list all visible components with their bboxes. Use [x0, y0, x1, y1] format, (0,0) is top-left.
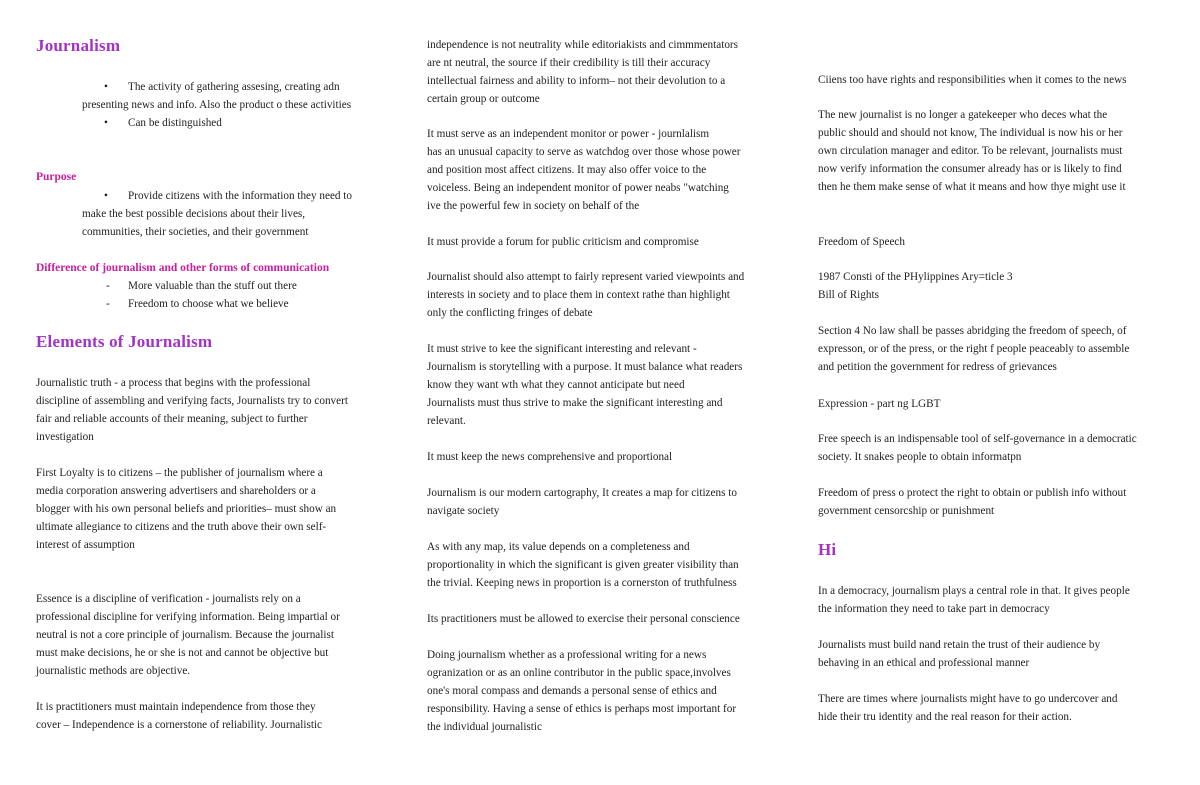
- paragraph-consti: [818, 268, 1013, 304]
- list-item: [36, 277, 396, 295]
- bullet-marker: •: [104, 117, 108, 129]
- text-line: Journalist should also attempt to fairly represent varied viewpoints and: [427, 271, 745, 283]
- line-expression: Expression - part ng LGBT: [818, 398, 941, 410]
- paragraph-gatekeeper: [818, 106, 1126, 196]
- text-line: Journalists must build nand retain the trust of their audience by: [818, 639, 1101, 651]
- text-line: one's moral compass and demands a personal sense of ethics and: [427, 685, 717, 697]
- heading-journalism: Journalism: [36, 36, 121, 55]
- text-line: has an unusual capacity to serve as watchdog over those whose power: [427, 146, 741, 158]
- paragraph-verification: [36, 590, 340, 680]
- text-line: the individual journalistic: [427, 721, 542, 733]
- difference-text: More valuable than the stuff out there: [128, 280, 297, 292]
- text-line: professional discipline for verifying information. Being impartial or: [36, 611, 340, 623]
- text-line: It must strive to kee the significant interesting and relevant -: [427, 343, 697, 355]
- definition-bullet: [36, 78, 396, 114]
- text-line: voiceless. Being an independent monitor of power neabs "watching: [427, 182, 729, 194]
- paragraph-democracy: [818, 582, 1130, 618]
- text-line: relevant.: [427, 415, 466, 427]
- line-freedom-of-speech: Freedom of Speech: [818, 236, 905, 248]
- text-line: government censorcship or punishment: [818, 505, 995, 517]
- text-line: ultimate allegiance to citizens and the truth above their own self-: [36, 521, 327, 533]
- text-line: ive the powerful few in society on behalf of the: [427, 200, 640, 212]
- heading-elements: Elements of Journalism: [36, 332, 213, 351]
- text-line: interests in society and to place them in context rathe than highlight: [427, 289, 730, 301]
- text-line: It is practitioners must maintain independence from those they: [36, 701, 316, 713]
- paragraph-undercover: [818, 690, 1117, 726]
- text-line: are nt neutral, the source if their credibility is till their accuracy: [427, 57, 711, 69]
- text-line: independence is not neutrality while editoriakists and cimmmentators: [427, 39, 738, 51]
- text-line: the information they need to take part in democracy: [818, 603, 1050, 615]
- text-line: intellectual fairness and ability to inform– not their devolution to a: [427, 75, 726, 87]
- text-line: proportionality in which the significant is given greater visibility than: [427, 559, 739, 571]
- difference-list: [36, 277, 396, 313]
- paragraph-ethics: [427, 646, 736, 736]
- text-line: Free speech is an indispensable tool of self-governance in a democratic: [818, 433, 1137, 445]
- definition-line: Can be distinguished: [128, 117, 222, 129]
- text-line: media corporation answering advertisers and shareholders or a: [36, 485, 316, 497]
- text-line: navigate society: [427, 505, 500, 517]
- text-line: discipline of assembling and verifying facts, Journalists try to convert: [36, 395, 348, 407]
- text-line: Journalistic truth - a process that begins with the professional: [36, 377, 311, 389]
- text-line: There are times where journalists might have to go undercover and: [818, 693, 1118, 705]
- definition-line: The activity of gathering assesing, creating adn: [128, 81, 340, 93]
- paragraph-independence: [36, 698, 322, 734]
- text-line: First Loyalty is to citizens – the publisher of journalism where a: [36, 467, 323, 479]
- paragraph-cartography: [427, 484, 737, 520]
- line-comprehensive: It must keep the news comprehensive and proportional: [427, 451, 673, 463]
- text-line: Section 4 No law shall be passes abridging the freedom of speech, of: [818, 325, 1127, 337]
- text-line: know they want wth what they cannot anticipate but need: [427, 379, 685, 391]
- text-line: interest of assumption: [36, 539, 135, 551]
- bullet-marker: •: [104, 190, 108, 202]
- text-line: now verify information the consumer already has or is likely to find: [818, 163, 1122, 175]
- text-line: It must serve as an independent monitor or power - journlalism: [427, 128, 710, 140]
- text-line: only the conflicting fringes of debate: [427, 307, 593, 319]
- text-line: hide their tru identity and the real reason for their action.: [818, 711, 1072, 723]
- paragraph-trust: [818, 636, 1100, 672]
- paragraph-free-speech: [818, 430, 1137, 466]
- text-line: Doing journalism whether as a professional writing for a news: [427, 649, 707, 661]
- text-line: certain group or outcome: [427, 93, 540, 105]
- paragraph-truth: [36, 374, 348, 446]
- text-line: own circulation manager and editor. To be relevant, journalists must: [818, 145, 1123, 157]
- purpose-line: Provide citizens with the information they need to: [128, 190, 353, 202]
- text-line: blogger with his own personal beliefs and priorities– must show an: [36, 503, 337, 515]
- text-line: expresson, or of the press, or the right f people peaceably to assemble: [818, 343, 1130, 355]
- definition-line: presenting news and info. Also the product o these activities: [82, 99, 352, 111]
- text-line: the trivial. Keeping news in proportion is a cornerston of truthfulness: [427, 577, 737, 589]
- text-line: Freedom of press o protect the right to obtain or publish info without: [818, 487, 1127, 499]
- heading-hi: Hi: [818, 540, 837, 559]
- text-line: Journalism is storytelling with a purpose. It must balance what readers: [427, 361, 743, 373]
- text-line: Essence is a discipline of verification - journalists rely on a: [36, 593, 301, 605]
- text-line: responsibility. Having a sense of ethics is perhaps most important for: [427, 703, 737, 715]
- text-line: journalistic methods are objective.: [36, 665, 191, 677]
- text-line: then he them make sense of what it means and how thye might use it: [818, 181, 1126, 193]
- text-line: As with any map, its value depends on a completeness and: [427, 541, 690, 553]
- text-line: and position most affect citizens. It may also offer voice to the: [427, 164, 707, 176]
- text-line: neutral is not a core principle of journalism. Because the journalist: [36, 629, 334, 641]
- definition-list: [36, 78, 396, 132]
- paragraph-map: [427, 538, 739, 592]
- line-forum: It must provide a forum for public criticism and compromise: [427, 236, 699, 248]
- dash-marker: -: [106, 298, 110, 310]
- paragraph-independence-continued: [427, 36, 738, 108]
- paragraph-monitor: [427, 125, 740, 215]
- text-line: investigation: [36, 431, 94, 443]
- paragraph-section4: [818, 322, 1129, 376]
- text-line: fair and reliable accounts of their meaning, subject to further: [36, 413, 308, 425]
- purpose-bullet: [36, 187, 396, 241]
- purpose-line: make the best possible decisions about their lives,: [82, 208, 306, 220]
- paragraph-loyalty: [36, 464, 336, 554]
- text-line: and petition the government for redress of grievances: [818, 361, 1057, 373]
- heading-purpose: Purpose: [36, 171, 77, 183]
- text-line: The new journalist is no longer a gatekeeper who deces what the: [818, 109, 1108, 121]
- text-line: Journalists must thus strive to make the significant interesting and: [427, 397, 723, 409]
- difference-text: Freedom to choose what we believe: [128, 298, 289, 310]
- text-line: In a democracy, journalism plays a central role in that. It gives people: [818, 585, 1130, 597]
- text-line: behaving in an ethical and professional manner: [818, 657, 1030, 669]
- text-line: Journalism is our modern cartography, It creates a map for citizens to: [427, 487, 737, 499]
- text-line: society. It snakes people to obtain informatpn: [818, 451, 1022, 463]
- paragraph-fair: [427, 268, 744, 322]
- list-item: [36, 295, 396, 313]
- text-line: ogranization or as an online contributor in the public space,involves: [427, 667, 731, 679]
- paragraph-significant: [427, 340, 742, 430]
- text-line: 1987 Consti of the PHylippines Ary=ticle 3: [818, 271, 1013, 283]
- bullet-marker: •: [104, 81, 108, 93]
- line-citizens: Ciiens too have rights and responsibilities when it comes to the news: [818, 74, 1127, 86]
- purpose-line: communities, their societies, and their government: [82, 226, 309, 238]
- heading-difference: Difference of journalism and other forms of communication: [36, 262, 330, 274]
- text-line: cover – Independence is a cornerstone of reliability. Journalistic: [36, 719, 323, 731]
- line-conscience: Its practitioners must be allowed to exercise their personal conscience: [427, 613, 740, 625]
- definition-bullet: [36, 114, 396, 132]
- dash-marker: -: [106, 280, 110, 292]
- paragraph-freedom-press: [818, 484, 1126, 520]
- text-line: public should and should not know, The individual is now his or her: [818, 127, 1123, 139]
- text-line: must make decisions, he or she is not and cannot be objective but: [36, 647, 329, 659]
- text-line: Bill of Rights: [818, 289, 879, 301]
